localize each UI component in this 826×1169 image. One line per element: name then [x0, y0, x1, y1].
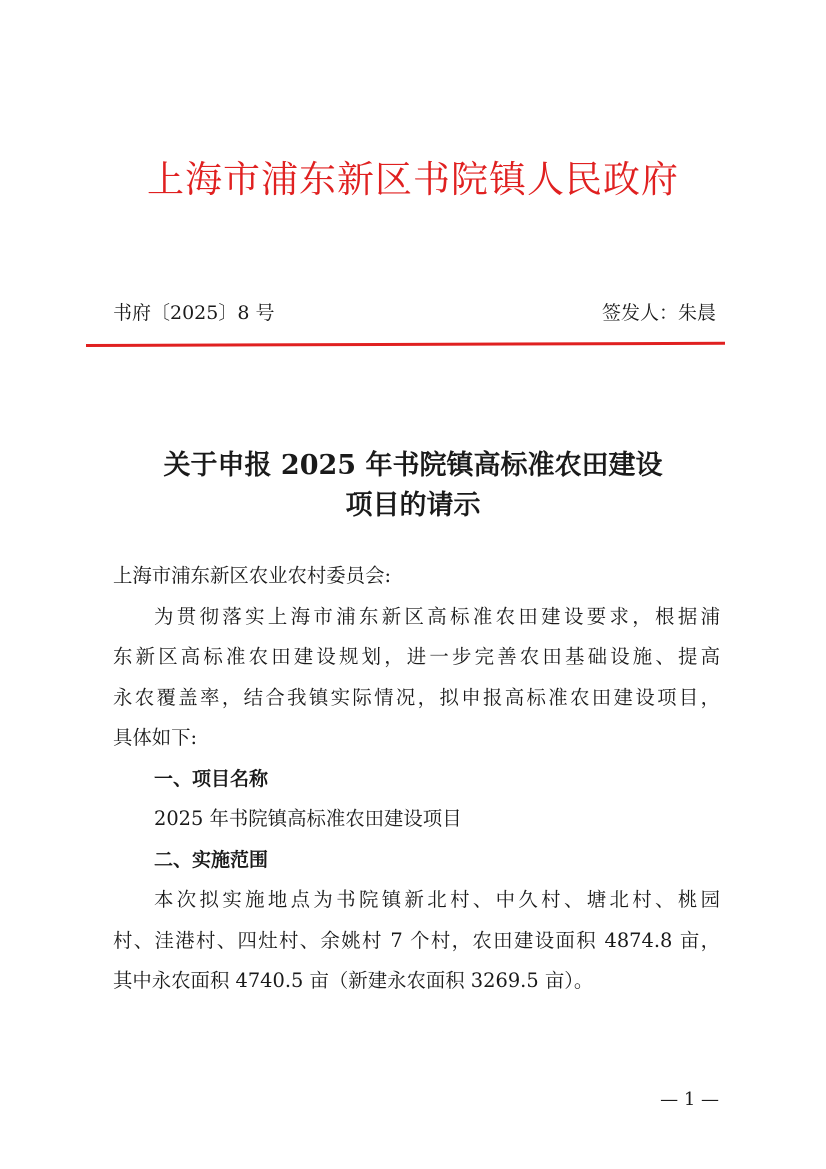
- section-heading: 二、实施范围: [154, 848, 269, 871]
- document-number: 书府〔2025〕8 号: [113, 302, 275, 324]
- document-info-line: [113, 298, 716, 328]
- body-paragraph-line: 本次拟实施地点为书院镇新北村、中久村、塘北村、桃园: [154, 888, 720, 911]
- body-paragraph-line: 其中永农面积 4740.5 亩（新建永农面积 3269.5 亩）。: [113, 969, 594, 992]
- document-title: [0, 446, 826, 526]
- page-number: — 1 —: [660, 1089, 719, 1110]
- title-line-2: 项目的请示: [345, 490, 481, 521]
- body-paragraph-line: 2025 年书院镇高标准农田建设项目: [154, 807, 462, 830]
- issuing-organization-header: 上海市浦东新区书院镇人民政府: [147, 158, 679, 201]
- body-paragraph-line: 具体如下:: [113, 726, 198, 749]
- red-divider-line: [86, 342, 725, 347]
- section-heading: 一、项目名称: [154, 767, 269, 790]
- body-paragraph-line: 永农覆盖率，结合我镇实际情况，拟申报高标准农田建设项目，: [113, 685, 720, 709]
- addressee: 上海市浦东新区农业农村委员会:: [113, 564, 392, 587]
- title-line-1: 关于申报 2025 年书院镇高标准农田建设: [163, 450, 663, 481]
- body-paragraph-line: 东新区高标准农田建设规划，进一步完善农田基础设施、提高: [113, 645, 720, 668]
- body-paragraph-line: 村、洼港村、四灶村、余姚村 7 个村，农田建设面积 4874.8 亩，: [113, 928, 720, 952]
- signer: 签发人：朱晨: [601, 302, 716, 324]
- body-paragraph-line: 为贯彻落实上海市浦东新区高标准农田建设要求，根据浦: [154, 604, 720, 628]
- document-body: [113, 556, 720, 1002]
